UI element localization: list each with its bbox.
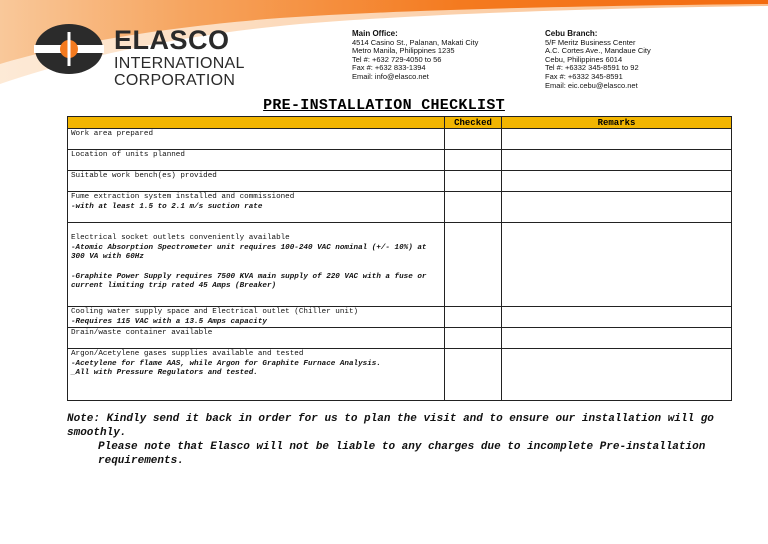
item-requirement-note: -Requires 115 VAC with a 13.5 Amps capacity <box>71 317 267 326</box>
item-cell <box>68 171 445 192</box>
fax-line: Fax #: +632 833-1394 <box>352 63 426 73</box>
phone-line: Tel #: +632 729-4050 to 56 <box>352 54 442 64</box>
address-line: Cebu, Philippines 6014 <box>545 54 623 64</box>
item-cell <box>68 192 445 223</box>
item-label: Cooling water supply space and Electrical outlet (Chiller unit) <box>71 308 359 316</box>
cebu-branch-address <box>545 30 651 90</box>
checked-cell[interactable] <box>445 150 502 171</box>
table-row <box>68 192 732 223</box>
item-cell <box>68 129 445 150</box>
checked-cell[interactable] <box>445 307 502 328</box>
item-label: Electrical socket outlets conveniently available <box>71 234 290 242</box>
item-label: Fume extraction system installed and commissioned <box>71 193 295 201</box>
table-row <box>68 307 732 328</box>
column-header-checked: Checked <box>445 117 502 129</box>
checked-cell[interactable] <box>445 223 502 307</box>
item-cell <box>68 223 445 307</box>
address-line: A.C. Cortes Ave., Mandaue City <box>545 46 651 56</box>
cebu-branch-heading: Cebu Branch: <box>545 29 598 38</box>
page-title: PRE-INSTALLATION CHECKLIST <box>263 97 505 114</box>
item-cell <box>68 150 445 171</box>
table-row <box>68 349 732 401</box>
checked-cell[interactable] <box>445 129 502 150</box>
remarks-cell[interactable] <box>502 171 732 192</box>
item-cell <box>68 307 445 328</box>
company-name-line2: INTERNATIONAL <box>114 55 245 72</box>
main-office-address <box>352 30 478 82</box>
table-row <box>68 129 732 150</box>
item-requirement-note: -Acetylene for flame AAS, while Argon for Graphite Furnace Analysis. <box>71 359 381 368</box>
company-name-line1: ELASCO <box>114 25 230 55</box>
main-office-heading: Main Office: <box>352 29 398 38</box>
footer-note <box>67 412 731 468</box>
spacer <box>71 263 442 273</box>
column-header-item <box>68 117 445 129</box>
note-paragraph: Note: Kindly send it back in order for us to plan the visit and to ensure our installation will go smoothly. <box>67 413 714 439</box>
email-line: Email: info@elasco.net <box>352 71 429 81</box>
company-name <box>114 27 245 89</box>
address-line: Metro Manila, Philippines 1235 <box>352 46 455 56</box>
table-row <box>68 223 732 307</box>
item-requirement-note: -Graphite Power Supply requires 7500 KVA main supply of 220 VAC with a fuse or current limiting trip rated 45 Amps (Breaker) <box>71 272 427 291</box>
address-line: 4514 Casino St., Palanan, Makati City <box>352 37 479 47</box>
item-label: Work area prepared <box>71 130 154 138</box>
remarks-cell[interactable] <box>502 150 732 171</box>
item-requirement-note: _All with Pressure Regulators and tested. <box>71 369 258 378</box>
checked-cell[interactable] <box>445 192 502 223</box>
checked-cell[interactable] <box>445 328 502 349</box>
item-label: Suitable work bench(es) provided <box>71 172 217 180</box>
item-cell <box>68 349 445 401</box>
checklist-table <box>67 116 732 401</box>
fax-line: Fax #: +6332 345-8591 <box>545 71 623 81</box>
remarks-cell[interactable] <box>502 307 732 328</box>
item-label: Location of units planned <box>71 151 185 159</box>
table-row <box>68 150 732 171</box>
remarks-cell[interactable] <box>502 349 732 401</box>
elasco-logo-icon <box>34 22 104 76</box>
table-row <box>68 171 732 192</box>
remarks-cell[interactable] <box>502 129 732 150</box>
item-label: Argon/Acetylene gases supplies available and tested <box>71 350 304 359</box>
company-name-line3: CORPORATION <box>114 72 236 89</box>
item-label: Drain/waste container available <box>71 329 213 338</box>
spacer <box>71 224 442 234</box>
email-line: Email: eic.cebu@elasco.net <box>545 80 638 90</box>
item-requirement-note: -Atomic Absorption Spectrometer unit requires 100-240 VAC nominal (+/- 10%) at 300 VA with 60Hz <box>71 243 427 262</box>
item-cell <box>68 328 445 349</box>
item-requirement-note: -with at least 1.5 to 2.1 m/s suction rate <box>71 202 263 211</box>
remarks-cell[interactable] <box>502 223 732 307</box>
phone-line: Tel #: +6332 345-8591 to 92 <box>545 63 639 73</box>
checked-cell[interactable] <box>445 349 502 401</box>
note-paragraph-disclaimer: Please note that Elasco will not be liable to any charges due to incomplete Pre-installation requirements. <box>98 441 706 467</box>
remarks-cell[interactable] <box>502 328 732 349</box>
checked-cell[interactable] <box>445 171 502 192</box>
address-line: 5/F Meritz Business Center <box>545 37 636 47</box>
column-header-remarks: Remarks <box>502 117 732 129</box>
remarks-cell[interactable] <box>502 192 732 223</box>
table-header-row <box>68 117 732 129</box>
table-row <box>68 328 732 349</box>
